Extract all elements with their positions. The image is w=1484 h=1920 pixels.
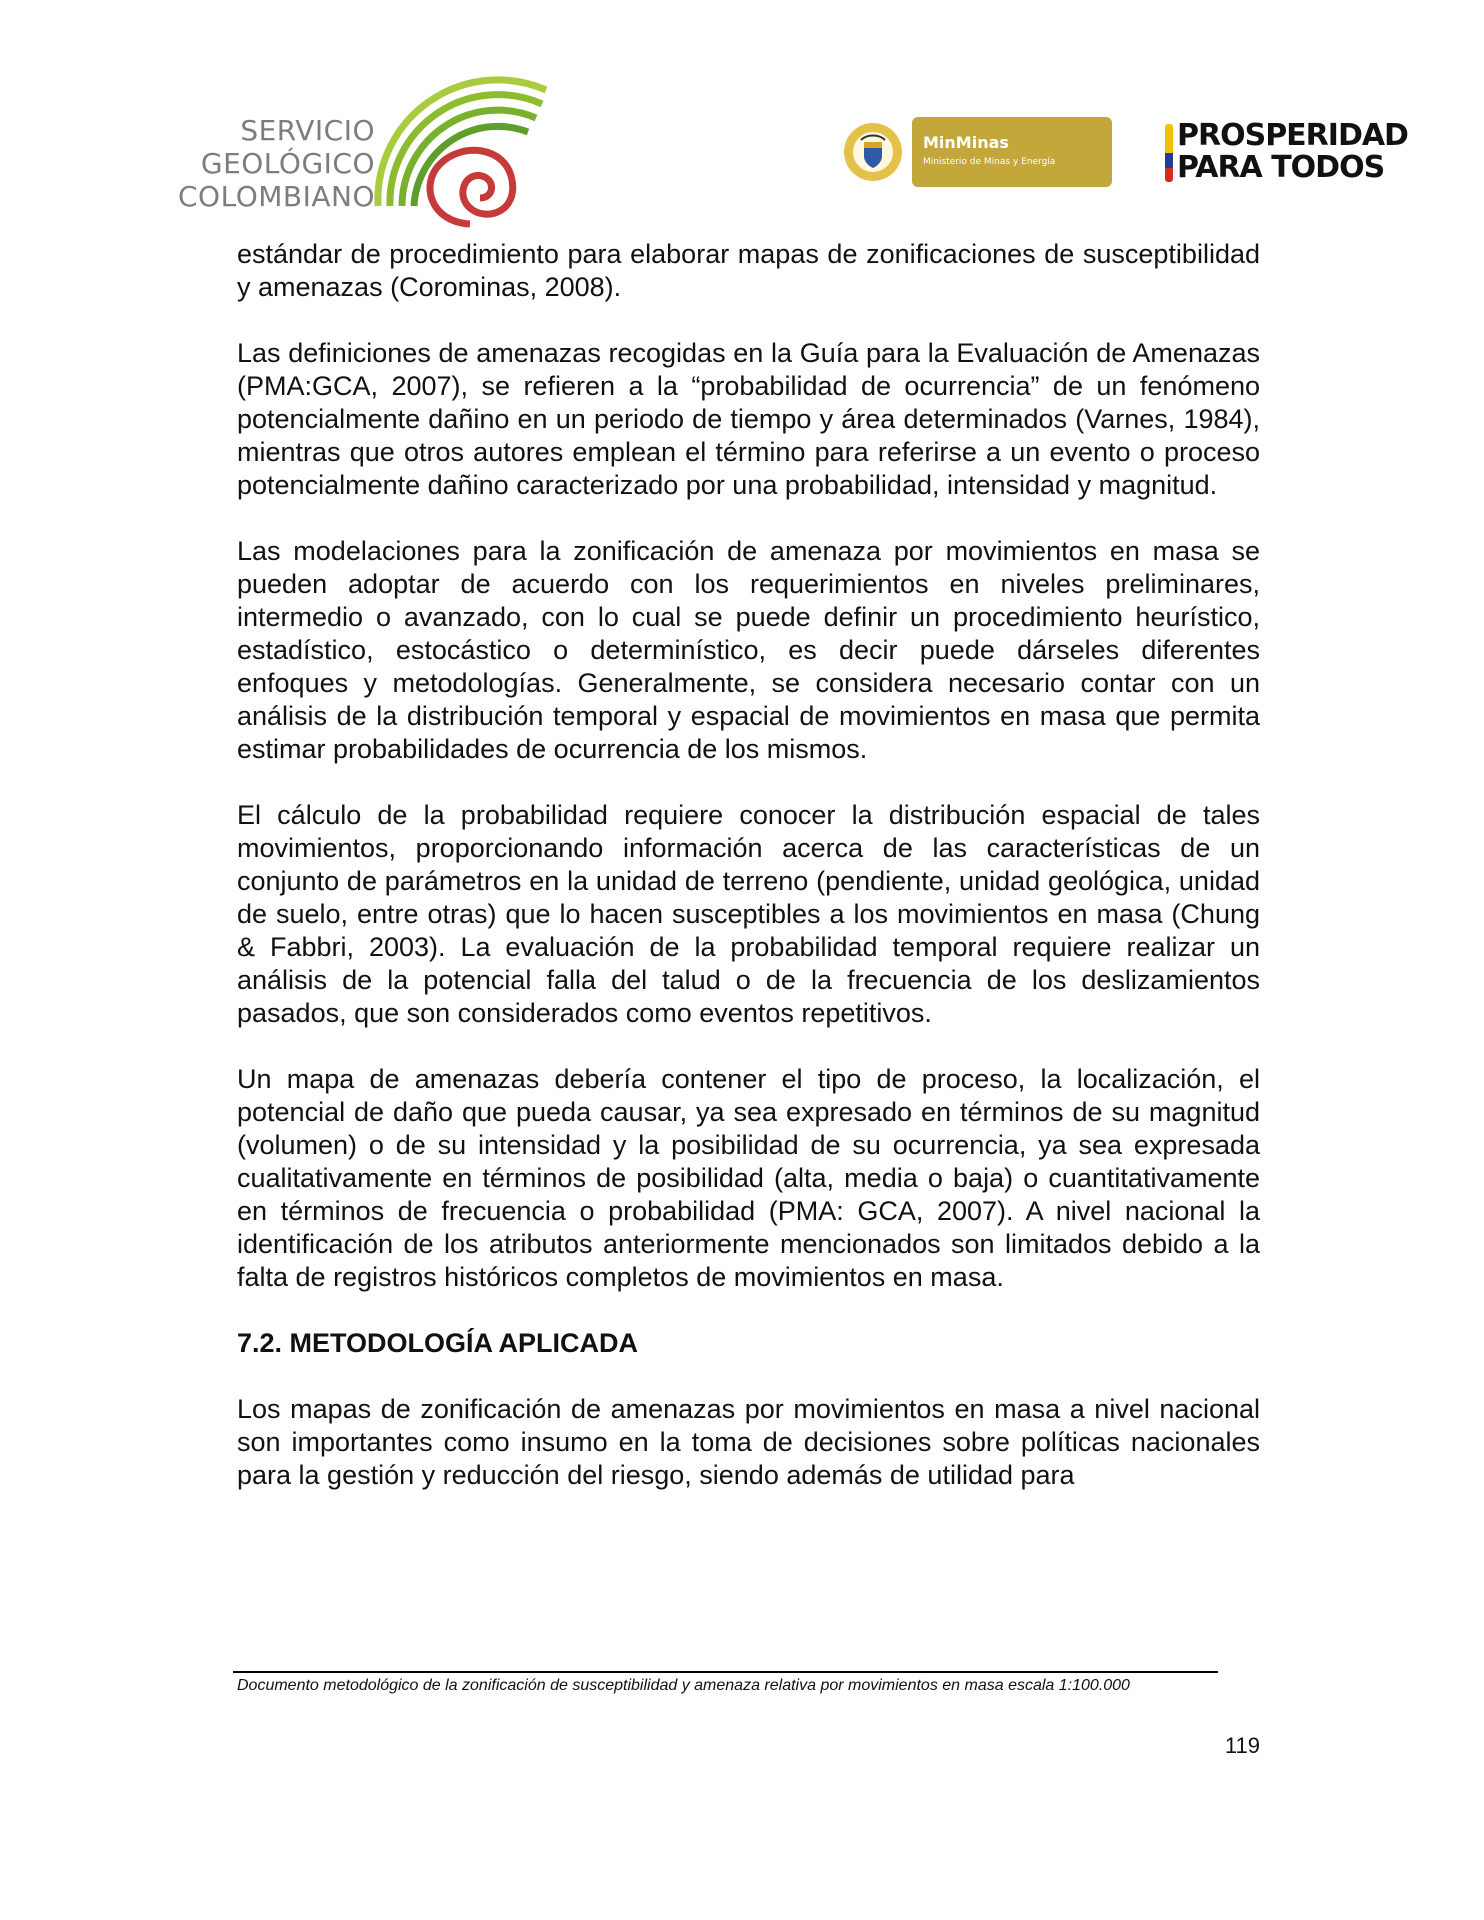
sgc-logo-line: COLOMBIANO bbox=[178, 180, 375, 213]
footer-text: Documento metodológico de la zonificación de susceptibilidad y amenaza relativa por movimientos en masa escala 1:100.000 bbox=[237, 1677, 1130, 1694]
body-paragraph: El cálculo de la probabilidad requiere conocer la distribución espacial de tales movimientos, proporcionando información acerca de las características de un conjunto de parámetros en la unidad de terreno (pendiente, unidad geológica, unidad de suelo, entre otras) que lo hacen susceptibles a los movimientos en masa (Chung & Fabbri, 2003). La evaluación de la probabilidad temporal requiere realizar un análisis de la potencial falla del talud o de la frecuencia de los deslizamientos pasados, que son considerados como eventos repetitivos. bbox=[237, 800, 1260, 1028]
prosperidad-text bbox=[1177, 120, 1408, 184]
minminas-logo bbox=[912, 117, 1112, 187]
sgc-logo-text bbox=[178, 114, 375, 213]
minminas-subtitle: Ministerio de Minas y Energía bbox=[923, 157, 1056, 167]
sgc-logo-line: GEOLÓGICO bbox=[200, 147, 375, 180]
minminas-name: MinMinas bbox=[923, 133, 1009, 152]
body-paragraph: Las definiciones de amenazas recogidas en la Guía para la Evaluación de Amenazas (PMA:GCA, 2007), se refieren a la “probabilidad de ocurrencia” de un fenómeno potencialmente dañino en un periodo de tiempo y área determinados (Varnes, 1984), mientras que otros autores emplean el término para referirse a un evento o proceso potencialmente dañino caracterizado por una probabilidad, intensidad y magnitud. bbox=[237, 338, 1260, 500]
prosperidad-line: PROSPERIDAD bbox=[1177, 118, 1408, 153]
document-body bbox=[237, 238, 1260, 1525]
body-paragraph: Los mapas de zonificación de amenazas por movimientos en masa a nivel nacional son importantes como insumo en la toma de decisiones sobre políticas nacionales para la gestión y reducción del riesgo, siendo además de utilidad para bbox=[237, 1394, 1260, 1490]
page-number: 119 bbox=[1224, 1733, 1260, 1758]
colombia-flag-bar-icon bbox=[1165, 124, 1173, 182]
page-header bbox=[0, 0, 1484, 240]
footer-divider bbox=[233, 1671, 1218, 1673]
body-paragraph: Un mapa de amenazas debería contener el tipo de proceso, la localización, el potencial de daño que pueda causar, ya sea expresado en términos de su magnitud (volumen) o de su intensidad y la posibilidad de su ocurrencia, ya sea expresada cualitativamente en términos de posibilidad (alta, media o baja) o cuantitativamente en términos de frecuencia o probabilidad (PMA: GCA, 2007). A nivel nacional la identificación de los atributos anteriormente mencionados son limitados debido a la falta de registros históricos completos de movimientos en masa. bbox=[237, 1064, 1260, 1292]
colombia-shield-icon bbox=[843, 120, 903, 184]
body-paragraph: estándar de procedimiento para elaborar mapas de zonificaciones de susceptibilidad y amenazas (Corominas, 2008). bbox=[237, 239, 1260, 302]
sgc-logo-line: SERVICIO bbox=[240, 114, 375, 147]
prosperidad-line: PARA TODOS bbox=[1177, 150, 1385, 185]
body-paragraph: Las modelaciones para la zonificación de amenaza por movimientos en masa se pueden adoptar de acuerdo con los requerimientos en niveles preliminares, intermedio o avanzado, con lo cual se puede definir un procedimiento heurístico, estadístico, estocástico o determinístico, es decir puede dárseles diferentes enfoques y metodologías. Generalmente, se considera necesario contar con un análisis de la distribución temporal y espacial de movimientos en masa que permita estimar probabilidades de ocurrencia de los mismos. bbox=[237, 536, 1260, 764]
sgc-spiral-logo-icon bbox=[370, 76, 550, 228]
section-heading: 7.2. METODOLOGÍA APLICADA bbox=[237, 1328, 639, 1358]
